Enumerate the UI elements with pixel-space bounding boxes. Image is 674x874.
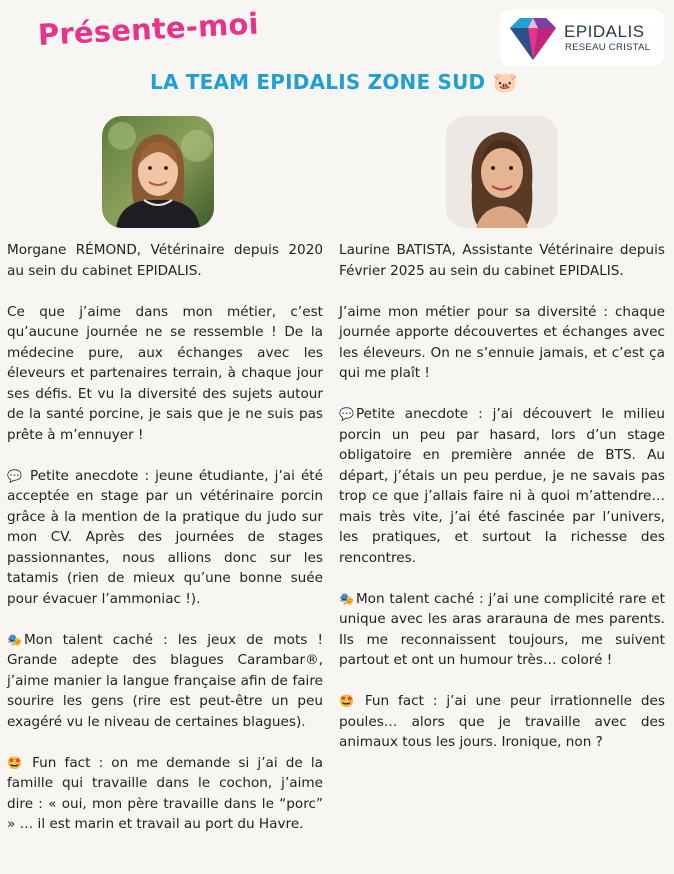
profile-funfact (7, 753, 323, 835)
profile-intro: Laurine BATISTA, Assistante Vétérinaire depuis Février 2025 au sein du cabinet EPIDALIS. (339, 242, 665, 279)
portrait-laurine (446, 116, 558, 228)
profile-anecdote (7, 466, 323, 610)
profile-funfact (339, 691, 665, 753)
funfact-text: Fun fact : on me demande si j’ai de la famille qui travaille dans le cochon, j’aime dire : « oui, mon père travaille dans le “porc” » … il est marin et travail au port du Havre. (7, 754, 323, 832)
portrait-morgane (102, 116, 214, 228)
profile-metier: Ce que j’aime dans mon métier, c’est qu’aucune journée ne se ressemble ! De la médecine pure, aux échanges avec les éleveurs et partenaires terrain, à chaque jour ses défis. Et vu la diversité des sujets autour de la santé porcine, je sais que je ne suis pas prête à m’ennuyer ! (7, 303, 323, 443)
logo-tagline: RESEAU CRISTAL (565, 42, 651, 53)
subtitle-text: LA TEAM EPIDALIS ZONE SUD (150, 70, 486, 94)
anecdote-text: Petite anecdote : j’ai découvert le milieu porcin un peu par hasard, lors d’un stage obligatoire en première année de BTS. Au départ, j’étais un peu perdue, je ne savais pas trop ce que j’allais faire ni à quoi m’attendre… mais très vite, j’ai été fascinée par l’univers, les pratiques, et surtout la richesse des rencontres. (339, 406, 665, 566)
page-title: Présente-moi (37, 6, 260, 52)
profile-talent (7, 630, 323, 733)
profile-metier: J’aime mon métier pour sa diversité : chaque journée apporte découvertes et échanges avec les éleveurs. On ne s’ennuie jamais, et c’est ça qui me plaît ! (339, 303, 665, 381)
star-struck-icon: 🤩 (7, 755, 22, 770)
anecdote-text: Petite anecdote : jeune étudiante, j’ai été acceptée en stage par un vétérinaire porcin grâce à la mention de la pratique du judo sur mon CV. Après des journées de stages passionnantes, nous allions donc sur les tatamis (rien de mieux qu’une bonne suée pour évacuer l’ammoniac !). (7, 467, 323, 607)
talent-text: Mon talent caché : j’ai une complicité rare et unique avec les aras ararauna de mes parents. Ils me reconnaissent toujours, me suivent partout et ont un humour très… coloré ! (339, 590, 665, 668)
profile-column-laurine (339, 240, 665, 773)
funfact-text: Fun fact : j’ai une peur irrationnelle des poules… alors que je travaille avec des animaux tous les jours. Ironique, non ? (339, 693, 665, 750)
talent-text: Mon talent caché : les jeux de mots ! Grande adepte des blagues Carambar®, j’aime manier la langue française afin de faire sourire les gens (rire est peut-être un peu exagéré vu le niveau de certaines blagues). (7, 631, 323, 730)
profile-talent (339, 589, 665, 671)
pig-icon: 🐷 (492, 70, 518, 94)
epidalis-logo (500, 10, 664, 66)
profile-intro: Morgane RÉMOND, Vétérinaire depuis 2020 au sein du cabinet EPIDALIS. (7, 242, 323, 279)
speech-bubble-icon: 💬 (7, 468, 22, 483)
profile-anecdote (339, 404, 665, 568)
star-struck-icon: 🤩 (339, 694, 354, 708)
page-subtitle (150, 70, 518, 94)
profile-column-morgane (7, 240, 323, 855)
logo-brand: EPIDALIS (564, 22, 645, 41)
speech-bubble-icon: 💬 (339, 407, 354, 421)
diamond-logo-icon (506, 16, 560, 62)
theater-masks-icon: 🎭 (339, 591, 354, 606)
theater-masks-icon: 🎭 (7, 632, 22, 647)
